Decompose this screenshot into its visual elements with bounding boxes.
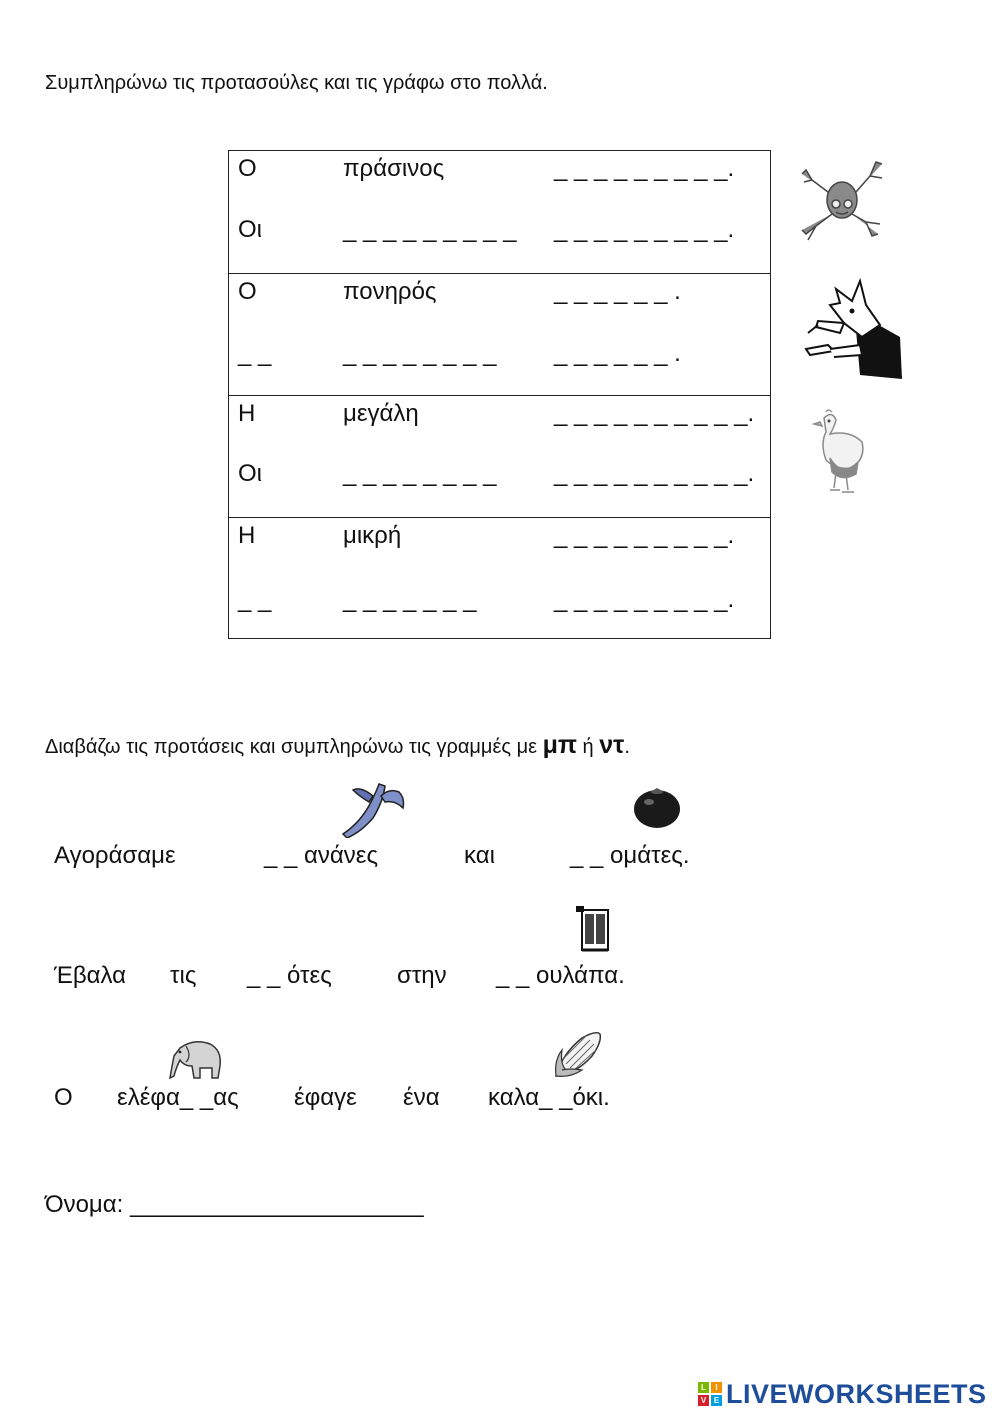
blank-field[interactable]: _ _ _ _ _ _ _ _ _ _. (554, 460, 755, 487)
logo-letter: I (711, 1382, 722, 1393)
logo-letter: V (698, 1395, 709, 1406)
blank-field[interactable]: _ _ (238, 586, 272, 613)
blank-field[interactable]: _ _ _ _ _ _ _ _ _. (554, 586, 735, 613)
table-cell: πονηρός (343, 278, 437, 305)
table-block-frog (229, 151, 770, 273)
table-cell: πράσινος (343, 155, 445, 182)
sentence-2-word: τις (170, 962, 197, 989)
sentence-1-blank-tomates[interactable]: _ _ ομάτες. (570, 842, 690, 869)
logo-squares (698, 1382, 722, 1406)
table-cell: Η (238, 522, 256, 549)
table-cell: μικρή (343, 522, 402, 549)
corn-icon (548, 1024, 606, 1082)
sentence-2-blank-botes[interactable]: _ _ ότες (247, 962, 332, 989)
sentence-1-blank-ananas[interactable]: _ _ ανάνες (264, 842, 379, 869)
letters-nt: ντ (599, 731, 625, 759)
table-cell: μεγάλη (343, 400, 419, 427)
sentence-1-word: Αγοράσαμε (54, 842, 176, 869)
sentence-3-word: Ο (54, 1084, 73, 1111)
blank-field[interactable]: _ _ (238, 340, 272, 367)
wardrobe-icon (574, 906, 612, 952)
instruction-2-end: . (624, 736, 630, 758)
blank-field[interactable]: _ _ _ _ _ _ _ _ (343, 460, 497, 487)
frog-icon (798, 152, 886, 244)
logo-text: LIVEWORKSHEETS (726, 1378, 987, 1409)
instruction-2-text: Διαβάζω τις προτάσεις και συμπληρώνω τις γραμμές με (45, 736, 543, 758)
table-cell: Οι (238, 216, 262, 243)
blank-field[interactable]: _ _ _ _ _ _ . (554, 278, 681, 305)
logo-letter: E (711, 1395, 722, 1406)
sentence-3-word: έφαγε (294, 1084, 357, 1111)
hen-icon (812, 408, 870, 494)
blank-field[interactable]: _ _ _ _ _ _ _ _ (343, 340, 497, 367)
table-block-wolf (229, 273, 770, 395)
table-cell: Οι (238, 460, 262, 487)
exercise-table (228, 150, 771, 639)
sentence-3-blank-kalampoki[interactable]: καλα_ _όκι. (488, 1084, 610, 1111)
table-cell: Η (238, 400, 256, 427)
blank-field[interactable]: _ _ _ _ _ _ _ _ _. (554, 155, 735, 182)
tomato-icon (632, 784, 682, 830)
instruction-2-or: ή (577, 736, 600, 758)
sentence-2-blank-ntoulapa[interactable]: _ _ ουλάπα. (496, 962, 625, 989)
banana-icon (337, 782, 409, 838)
sentence-1-word: και (464, 842, 495, 869)
instruction-1: Συμπληρώνω τις προτασούλες και τις γράφω στο πολλά. (45, 72, 548, 94)
sentence-3-word: ένα (403, 1084, 440, 1111)
blank-field[interactable]: _ _ _ _ _ _ _ _ _ (343, 216, 517, 243)
table-cell: Ο (238, 155, 257, 182)
sentence-2-word: Έβαλα (54, 962, 127, 989)
instruction-2 (45, 731, 630, 760)
blank-field[interactable]: _ _ _ _ _ _ _ (343, 586, 477, 613)
blank-field[interactable]: _ _ _ _ _ _ . (554, 340, 681, 367)
wolf-icon (800, 275, 904, 381)
logo-letter: L (698, 1382, 709, 1393)
table-cell: Ο (238, 278, 257, 305)
blank-field[interactable]: _ _ _ _ _ _ _ _ _ _. (554, 400, 755, 427)
blank-field[interactable]: _ _ _ _ _ _ _ _ _. (554, 522, 735, 549)
name-field[interactable]: Όνομα: ______________________ (45, 1191, 424, 1218)
elephant-icon (166, 1036, 226, 1082)
sentence-2-word: στην (397, 962, 447, 989)
liveworksheets-logo (698, 1377, 987, 1411)
sentence-3-blank-elefantas[interactable]: ελέφα_ _ας (117, 1084, 239, 1111)
letters-mp: μπ (542, 731, 577, 759)
blank-field[interactable]: _ _ _ _ _ _ _ _ _. (554, 216, 735, 243)
table-block-hen (229, 395, 770, 517)
table-block-small (229, 517, 770, 638)
